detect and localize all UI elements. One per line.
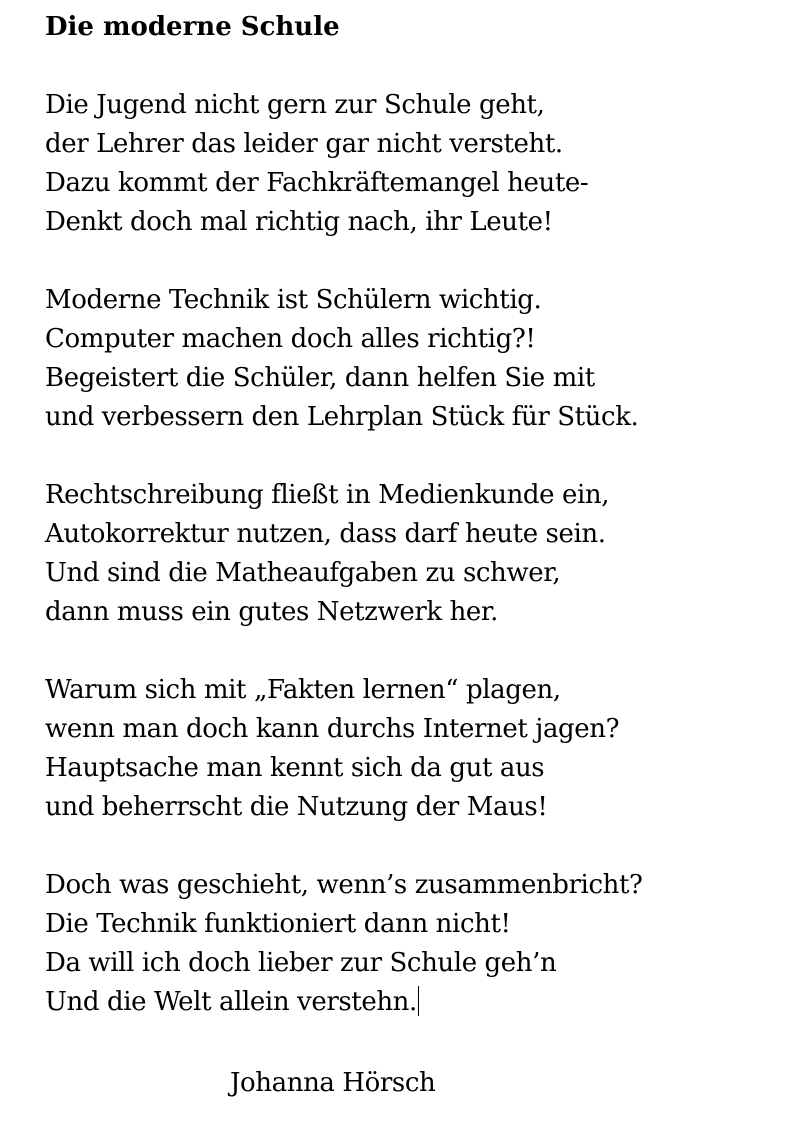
stanza-3 xyxy=(45,437,785,632)
poem-line: Begeistert die Schüler, dann helfen Sie mit xyxy=(45,363,595,393)
poem-line: Doch was geschieht, wenn’s zusammenbricht? xyxy=(45,870,643,900)
poem-line: Rechtschreibung fließt in Medienkunde ein, xyxy=(45,480,610,510)
poem-line: Denkt doch mal richtig nach, ihr Leute! xyxy=(45,207,553,237)
poem-last-line[interactable] xyxy=(45,983,785,1022)
poem-line: Die Jugend nicht gern zur Schule geht, xyxy=(45,90,545,120)
poem-line: und beherrscht die Nutzung der Maus! xyxy=(45,792,548,822)
poem-line: Und sind die Matheaufgaben zu schwer, xyxy=(45,558,561,588)
stanza-2 xyxy=(45,242,785,437)
poem-line: der Lehrer das leider gar nicht versteht. xyxy=(45,129,563,159)
poem-line: Moderne Technik ist Schülern wichtig. xyxy=(45,285,542,315)
text-cursor xyxy=(418,986,419,1016)
stanza-5 xyxy=(45,827,785,1022)
author-name: Johanna Hörsch xyxy=(230,1068,436,1098)
stanza-1 xyxy=(45,47,785,242)
poem-line: Dazu kommt der Fachkräftemangel heute- xyxy=(45,168,589,198)
poem-line-text: Und die Welt allein verstehn. xyxy=(45,987,417,1017)
poem-line: Hauptsache man kennt sich da gut aus xyxy=(45,753,545,783)
poem-line: Computer machen doch alles richtig?! xyxy=(45,324,536,354)
poem-line: Die Technik funktioniert dann nicht! xyxy=(45,909,511,939)
poem-line: Autokorrektur nutzen, dass darf heute sein. xyxy=(45,519,606,549)
poem-line: und verbessern den Lehrplan Stück für Stück. xyxy=(45,402,639,432)
poem-line: dann muss ein gutes Netzwerk her. xyxy=(45,597,498,627)
poem-title: Die moderne Schule xyxy=(45,12,340,42)
stanza-4 xyxy=(45,632,785,827)
poem-line: wenn man doch kann durchs Internet jagen? xyxy=(45,714,620,744)
poem-line: Da will ich doch lieber zur Schule geh’n xyxy=(45,948,557,978)
poem-line: Warum sich mit „Fakten lernen“ plagen, xyxy=(45,675,561,705)
document-page xyxy=(45,8,785,1022)
